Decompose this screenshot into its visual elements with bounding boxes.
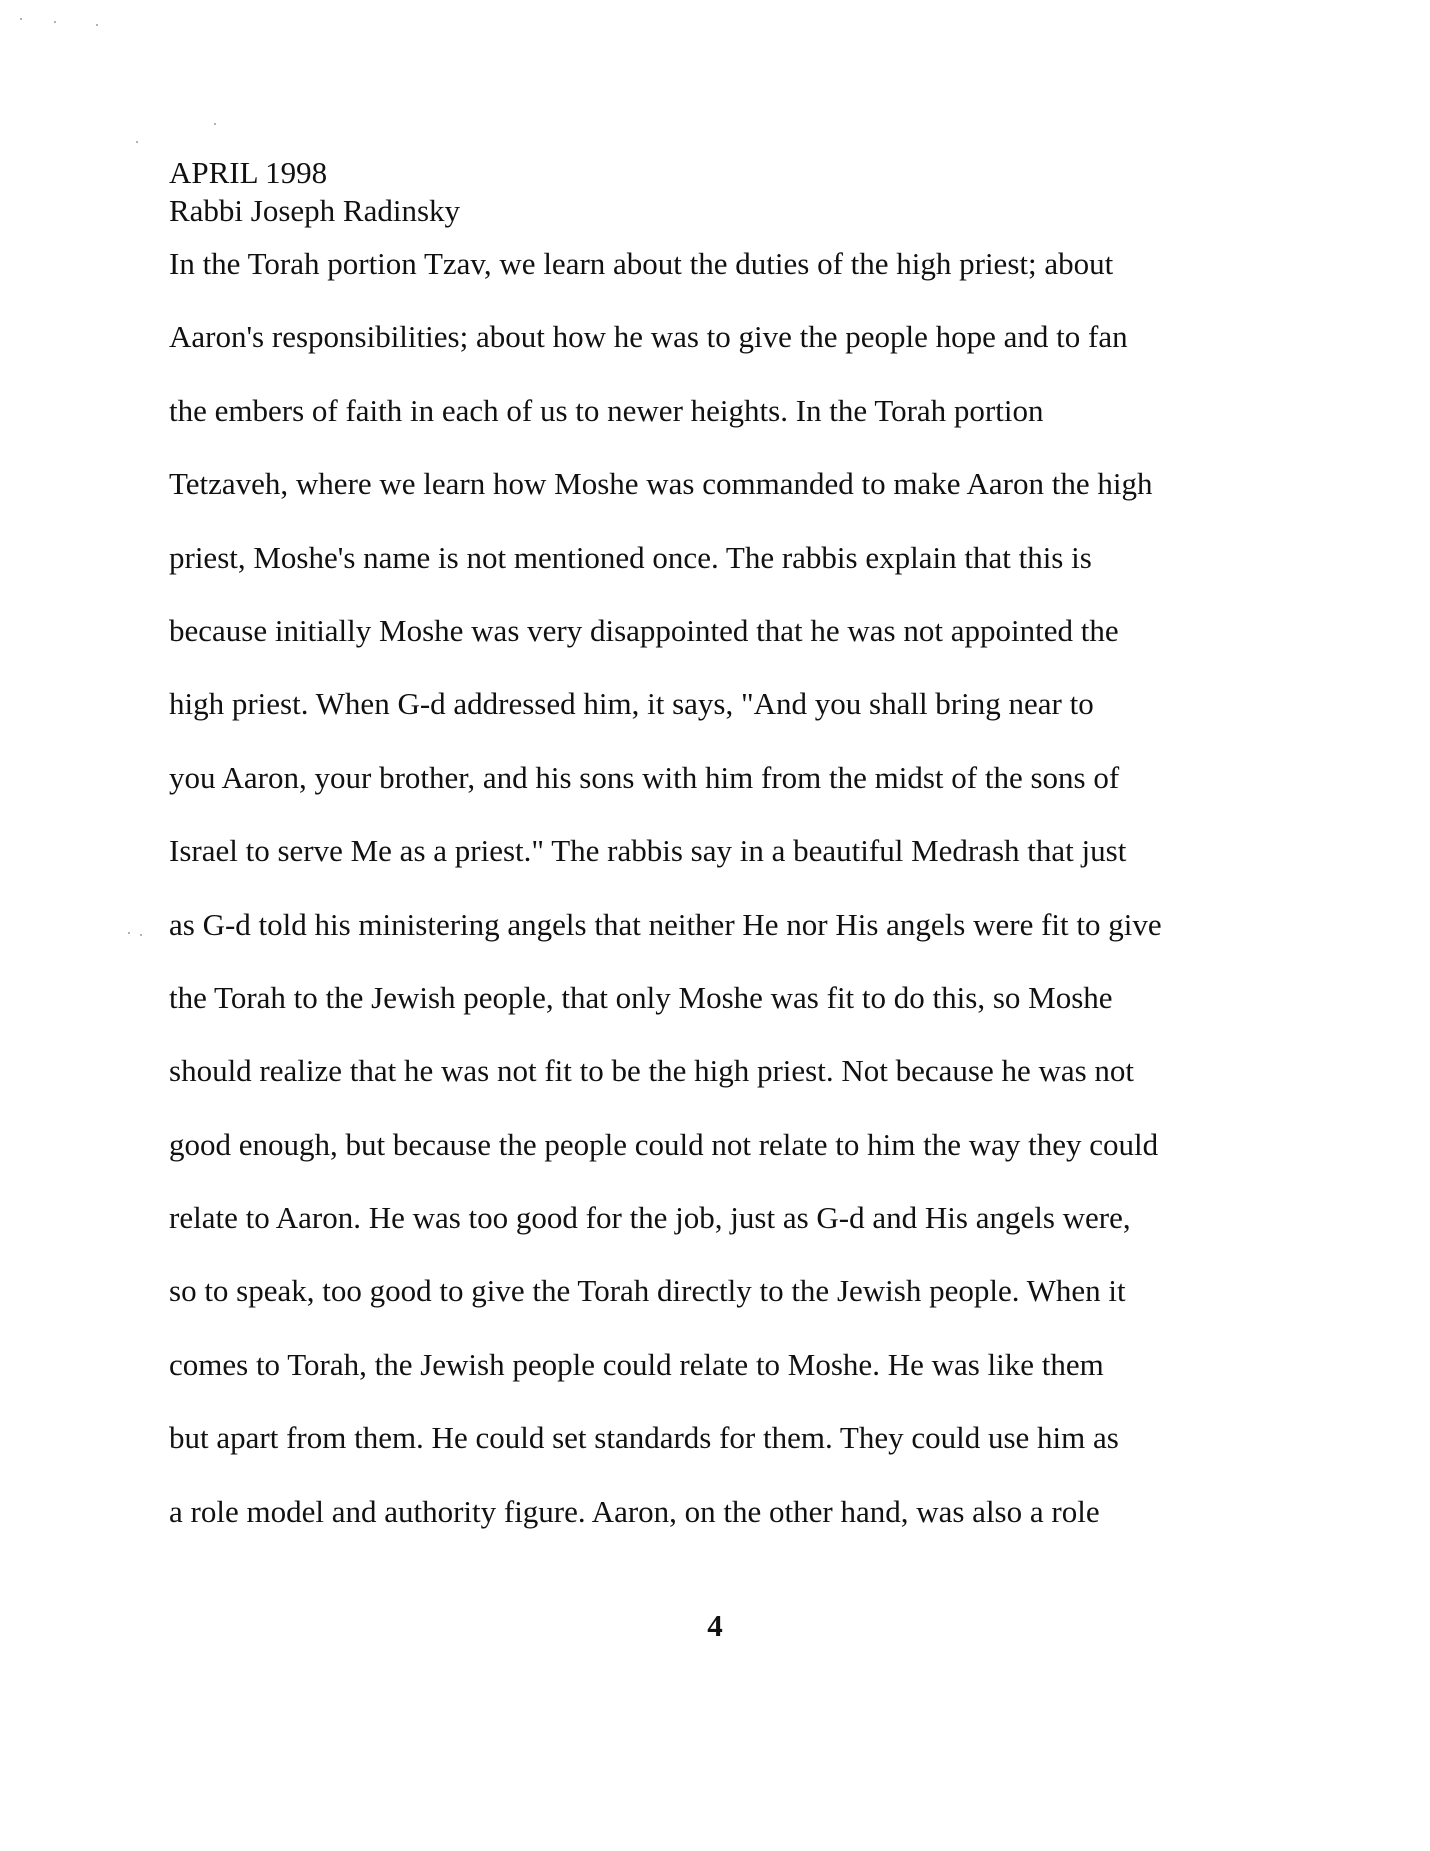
text-line: relate to Aaron. He was too good for the job, just as G-d and His angels were, — [169, 1200, 1131, 1236]
scan-speck — [20, 18, 22, 20]
scan-speck — [136, 141, 138, 143]
text-line: In the Torah portion Tzav, we learn about the duties of the high priest; about — [169, 246, 1114, 281]
document-date: APRIL 1998 — [169, 155, 328, 190]
text-line: Israel to serve Me as a priest." The rabbis say in a beautiful Medrash that just — [169, 833, 1127, 869]
document-header — [169, 154, 1069, 230]
scan-speck — [54, 21, 56, 23]
text-line: Aaron's responsibilities; about how he was to give the people hope and to fan — [169, 319, 1128, 355]
text-line: a role model and authority figure. Aaron, on the other hand, was also a role — [169, 1493, 1100, 1529]
text-line: you Aaron, your brother, and his sons with him from the midst of the sons of — [169, 759, 1120, 795]
text-line: comes to Torah, the Jewish people could relate to Moshe. He was like them — [169, 1346, 1104, 1382]
text-line: as G-d told his ministering angels that neither He nor His angels were fit to give — [169, 906, 1162, 942]
text-line: the embers of faith in each of us to newer heights. In the Torah portion — [169, 392, 1044, 428]
scan-speck — [96, 24, 98, 26]
text-line: good enough, but because the people could not relate to him the way they could — [169, 1126, 1159, 1162]
page-number: 4 — [707, 1608, 723, 1643]
text-line: but apart from them. He could set standards for them. They could use him as — [169, 1420, 1119, 1456]
scan-speck — [128, 932, 130, 934]
scan-speck — [140, 934, 142, 936]
text-line: the Torah to the Jewish people, that only Moshe was fit to do this, so Moshe — [169, 979, 1113, 1015]
body-paragraph — [169, 242, 1289, 1563]
text-line: because initially Moshe was very disappointed that he was not appointed the — [169, 612, 1119, 648]
text-line: should realize that he was not fit to be the high priest. Not because he was not — [169, 1053, 1135, 1089]
document-author: Rabbi Joseph Radinsky — [169, 193, 461, 228]
text-line: so to speak, too good to give the Torah directly to the Jewish people. When it — [169, 1273, 1126, 1309]
text-line: Tetzaveh, where we learn how Moshe was commanded to make Aaron the high — [169, 466, 1153, 502]
scan-speck — [214, 123, 216, 125]
text-line: high priest. When G-d addressed him, it says, "And you shall bring near to — [169, 686, 1094, 722]
text-line: priest, Moshe's name is not mentioned once. The rabbis explain that this is — [169, 539, 1092, 575]
